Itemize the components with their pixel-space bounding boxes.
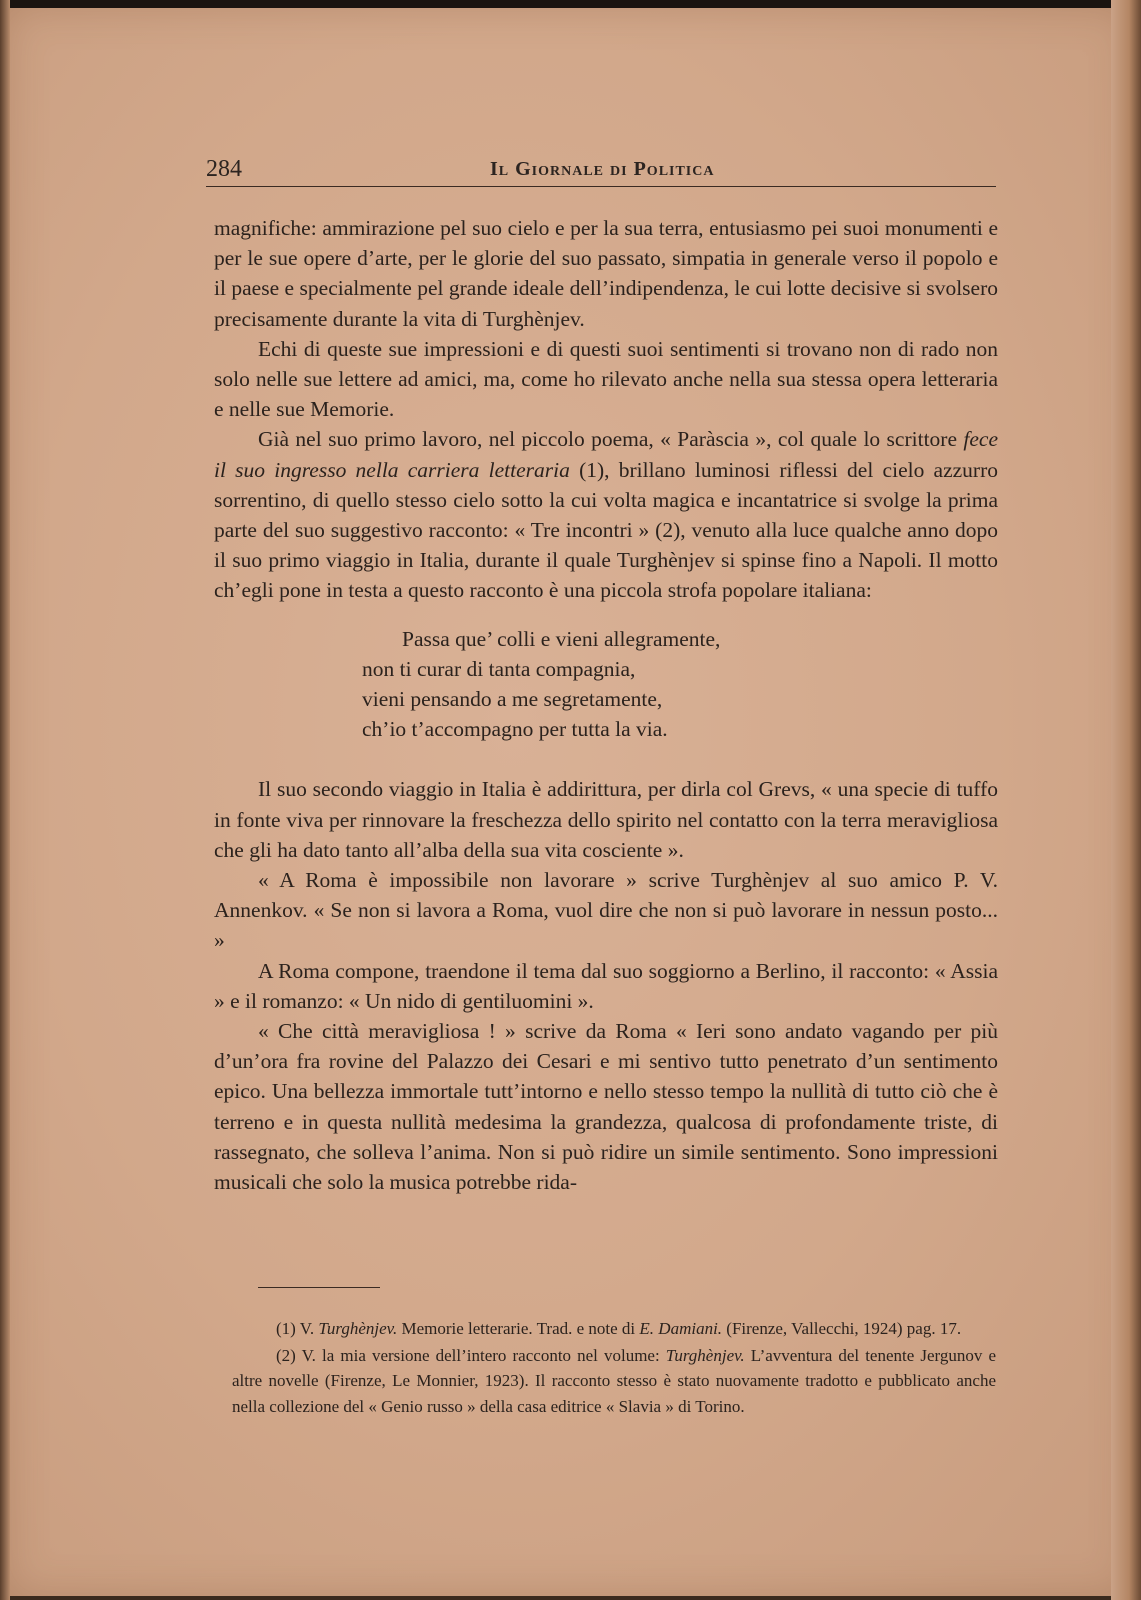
scan-left-edge: [0, 0, 10, 1600]
paragraph: Il suo secondo viaggio in Italia è addirittura, per dirla col Grevs, « una specie di tuffo in fonte viva per rinnovare la freschezza dello spirito nel contatto con la terra meravigliosa che gli ha dato tanto all’alba della sua vita cosciente ».: [214, 777, 998, 862]
footnote-text: Memorie letterarie. Trad. e note di: [397, 1319, 640, 1338]
verse-line: non ti curar di tanta compagnia,: [362, 656, 636, 681]
paragraph: « Che città meravigliosa ! » scrive da Roma « Ieri sono andato vagando per più d’un’ora fra rovine del Palazzo dei Cesari e mi sentivo tutto penetrato d’un sentimento epico. Una bellezza immortale tutt’intorno e nello stesso tempo la nullità di tutto ciò che è terreno e in questa nullità medesima la grandezza, qualcosa di profondamente triste, di rassegnato, che solleva l’anima. Non si può ridire un simile sentimento. Sono impressioni musicali che solo la musica potrebbe rida-: [214, 1019, 998, 1195]
paragraph: Echi di queste sue impressioni e di questi suoi sentimenti si trovano non di rado non solo nelle sue lettere ad amici, ma, come ho rilevato anche nella sua stessa opera letteraria e nelle sue Memorie.: [214, 336, 998, 422]
footnote-separator: [258, 1287, 380, 1288]
paragraph-text: Già nel suo primo lavoro, nel piccolo poema, « Paràscia », col quale lo scrittore: [258, 427, 964, 452]
paragraph-text: (1), brillano luminosi riflessi del cielo azzurro sorrentino, di quello stesso cielo sotto la cui volta magica e incantatrice si svolge la prima parte del suo suggestivo racconto: « Tre incontri » (2), venuto alla luce qualche anno dopo il suo primo viaggio in Italia, durante il quale Turghènjev si spinse fino a Napoli. Il motto ch’egli pone in testa a questo racconto è una piccola strofa popolare italiana:: [214, 457, 998, 603]
footnotes: [232, 1316, 996, 1420]
footnote-italic: E. Damiani.: [639, 1319, 723, 1338]
paragraph: [214, 424, 998, 605]
verse-line: Passa que’ colli e vieni allegramente,: [402, 626, 721, 651]
footnote-text: (2) V. la mia versione dell’intero racconto nel volume:: [276, 1345, 666, 1365]
footnote-italic: Turghènjev.: [318, 1319, 398, 1338]
running-title: Il Giornale di Politica: [490, 158, 715, 180]
paragraph: « A Roma è impossibile non lavorare » scrive Turghènjev al suo amico P. V. Annenkov. « Se non si lavora a Roma, vuol dire che non si può lavorare in nessun posto... »: [214, 868, 998, 953]
verse-line: vieni pensando a me segretamente,: [362, 687, 663, 712]
paragraph: magnifiche: ammirazione pel suo cielo e per la sua terra, entusiasmo pei suoi monumenti e per le sue opere d’arte, per le glorie del suo passato, simpatia in generale verso il popolo e il paese e specialmente pel grande ideale dell’indipendenza, le cui lotte decisive si svolsero precisamente durante la vita di Turghènjev.: [214, 216, 998, 331]
main-text: [214, 213, 998, 1197]
footnote-1: [232, 1316, 996, 1342]
italic-phrase: fece il suo ingresso nella carriera letteraria: [214, 427, 998, 482]
footnote-italic: Turghènjev.: [665, 1345, 745, 1365]
verse-line: ch’io t’accompagno per tutta la via.: [362, 717, 668, 742]
paragraph: A Roma compone, traendone il tema dal suo soggiorno a Berlino, il racconto: « Assia » e il romanzo: « Un nido di gentiluomini ».: [214, 958, 998, 1013]
verse-quote: [362, 624, 998, 745]
scan-right-edge: [1111, 0, 1141, 1600]
page-header: [206, 150, 996, 187]
page-number: 284: [206, 156, 242, 182]
scan-top-edge: [0, 0, 1141, 8]
footnote-text: (1) V.: [276, 1319, 319, 1338]
footnote-text: (Firenze, Vallecchi, 1924) pag. 17.: [722, 1319, 962, 1338]
footnote-text: L’avventura del tenente Jergunov e altre novelle (Firenze, Le Monnier, 1923). Il racconto stesso è stato nuovamente tradotto e pubblicato anche nella collezione del « Genio russo » della casa editrice « Slavia » di Torino.: [232, 1345, 997, 1416]
footnote-2: [232, 1343, 996, 1420]
